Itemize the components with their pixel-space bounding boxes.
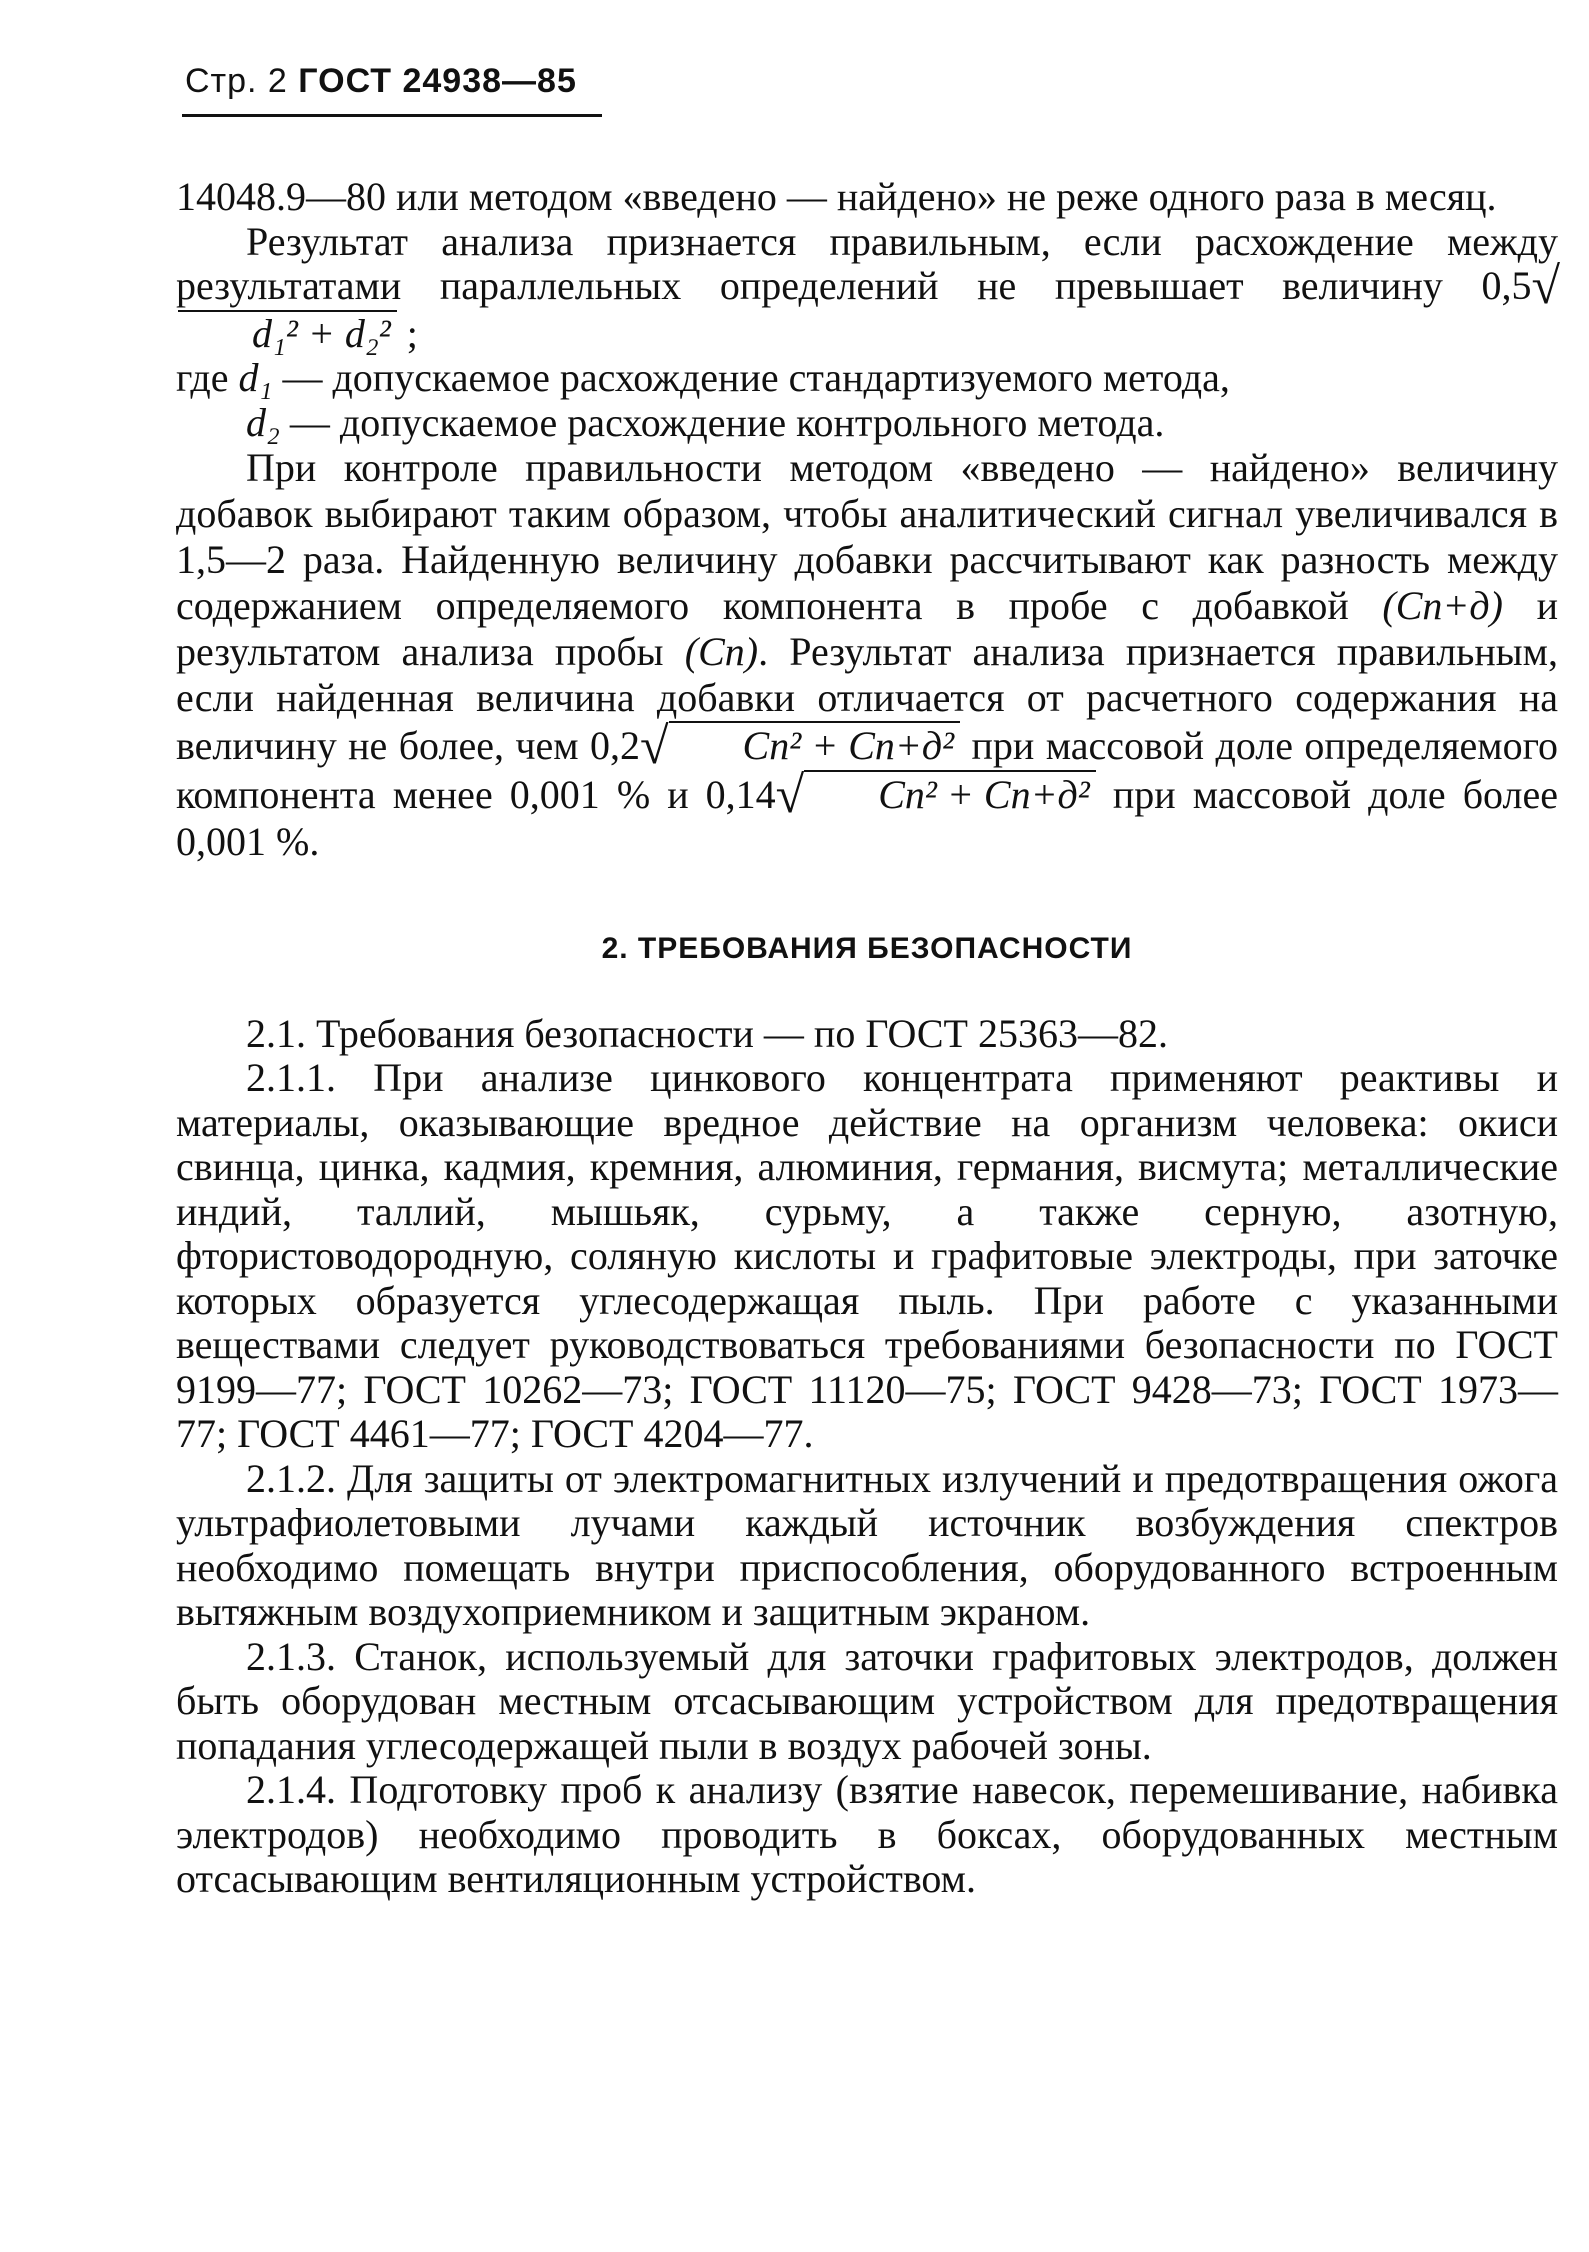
symbol-d2: d₂ [246,399,280,445]
sqrt-icon: √ [1531,258,1560,315]
clause-2-1-4: 2.1.4. Подготовку проб к анализу (взятие навесок, перемешивание, набивка электродов) необходимо проводить в боксах, оборудованных местным отсасывающим вентиляционным устройством. [176,1767,1558,1901]
where-line-d2 [246,401,1558,446]
clause-2-1: 2.1. Требования безопасности — по ГОСТ 25363—82. [246,1010,1168,1056]
added-found-text-a: При контроле правильности методом «введено — найдено» величину добавок выбирают таким образом, чтобы аналитический сигнал увеличивался в 1,5—2 раза. Найденную величину добавки рассчитывают как разность между содержанием определяемого компонента в пробе с добавкой [176,445,1558,628]
added-found-text-b: и результатом анализа пробы [176,583,1558,674]
clause-2-1-2: 2.1.2. Для защиты от электромагнитных излучений и предотвращения ожога ультрафиолетовыми лучами каждый источник возбуждения спектров необходимо помещать внутри приспособления, оборудованного встроенным вытяжным воздухоприемником и защитным экраном. [176,1455,1558,1634]
formula-sqrt-c-2: Cп² + Cп+д² [804,770,1096,818]
clause-2-1-1: 2.1.1. При анализе цинкового концентрата применяют реактивы и материалы, оказывающие вредное действие на организм человека: окиси свинца, цинка, кадмия, кремния, алюминия, германия, висмута; металлические индий, таллий, мышьяк, сурьму, а также серную, азотную, фтористоводородную, соляную кислоты и графитовые электроды, при заточке которых образуется углесодержащая пыль. При работе с указанными веществами следует руководствоваться требованиями безопасности по ГОСТ 9199—77; ГОСТ 10262—73; ГОСТ 11120—75; ГОСТ 9428—73; ГОСТ 1973—77; ГОСТ 4461—77; ГОСТ 4204—77. [176,1055,1558,1456]
sqrt-icon: √ [640,718,669,775]
page-label: Стр. 2 [185,62,288,100]
formula-sqrt-d: d₁² + d₂² [178,310,397,357]
header-rule [182,114,602,117]
sqrt-icon: √ [775,767,805,824]
added-found-text-e: при массовой доле более 0,001 %. [176,772,1558,864]
d1-definition: — допускаемое расхождение стандартизуемого метода, [272,355,1230,400]
where-line-d1 [176,356,1558,401]
symbol-d1: d₁ [238,355,273,400]
paragraph-result-criterion [176,220,1558,357]
criterion-end: ; [396,310,418,356]
formula-sqrt-c-1: Cп² + Cп+д² [669,721,961,769]
paragraph-added-found [176,445,1558,865]
added-found-text-c: . Результат анализа признается правильным, если найденная величина добавки отличается от расчетного содержания на величину не более, чем 0,2 [176,629,1558,768]
clause-2-1-3: 2.1.3. Станок, используемый для заточки графитовых электродов, должен быть оборудован местным отсасывающим устройством для предотвращения попадания углесодержащей пыли в воздух рабочей зоны. [176,1633,1558,1768]
added-found-text-d: при массовой доле определяемого компонента менее 0,001 % и 0,14 [176,723,1559,817]
symbol-c-p: (Cп) [684,629,759,674]
standard-number: ГОСТ 24938—85 [298,62,577,100]
symbol-c-p-d: (Cп+д) [1382,583,1503,628]
page-content [176,175,1558,1902]
section-heading: 2. ТРЕБОВАНИЯ БЕЗОПАСНОСТИ [601,932,1133,965]
criterion-text: Результат анализа признается правильным, если расхождение между результатами параллельных определений не превышает величину 0,5 [176,218,1558,308]
paragraph-continuation: 14048.9—80 или методом «введено — найдено» не реже одного раза в месяц. [176,174,1497,219]
page-header [185,62,577,101]
d2-definition: — допускаемое расхождение контрольного метода. [279,399,1165,445]
where-label: где [176,355,239,400]
